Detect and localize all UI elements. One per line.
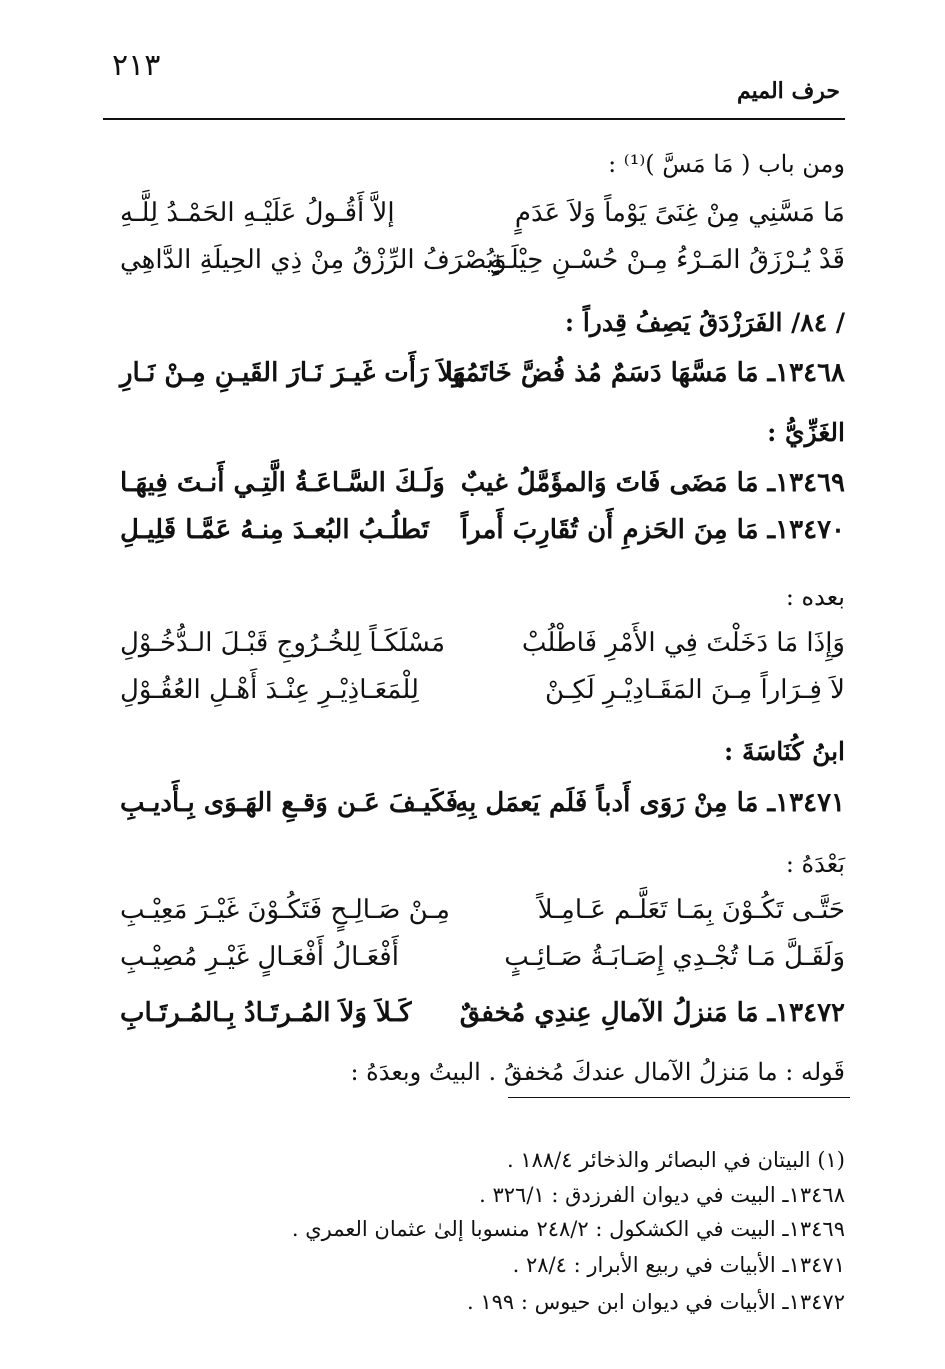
verse-hemistich-left: مَسْلَكَـاً لِلخُـرُوجِ قَبْـلَ الـدُّخُـوْلِ [120, 628, 446, 658]
footnote: (١) البيتان في البصائر والذخائر ١٨٨/٤ . [506, 1148, 845, 1172]
verse-hemistich-right: قَدْ يُـرْزَقُ المَـرْءُ مِـنْ حُسْـنِ حِيْلَـةٍ [489, 245, 845, 275]
footnote: ١٣٤٧٢ـ الأبيات في ديوان ابن حيوس : ١٩٩ . [466, 1290, 845, 1314]
verse-hemistich-right: ١٣٤٧٢ـ مَا مَنزلُ الآمالِ عِندِي مُخفقٌ [459, 998, 845, 1028]
verse-hemistich-left: فَكَيـفَ عَـن وَقـعِ الهَـوَى بِـأَديـبِ [120, 788, 458, 818]
verse-hemistich-left: وَيُصْرَفُ الرِّزْقُ مِنْ ذِي الحِيلَةِ الدَّاهِي [120, 245, 507, 275]
verse-hemistich-right: حَتَّـى تَكُـوْنَ بِمَـا تَعَلَّـم عَـامِـلاً [537, 895, 845, 925]
header-rule [103, 118, 845, 120]
verse-hemistich-left: وَلاَ رَأَت غَيـرَ نَـارَ القَيـنِ مِـنْ نَـارِ [120, 358, 465, 388]
verse-hemistich-left: كَـلاَ وَلاَ المُـرتَـادُ بِـالمُـرتَـابِ [120, 998, 412, 1028]
verse-hemistich-left: وَلَـكَ السَّـاعَـةُ الَّتِـي أَنـتَ فِيهَـا [120, 468, 445, 498]
poet-heading: الغَزِّيُّ : [767, 418, 845, 447]
verse-hemistich-left: أَفْعَـالُ أَفْعَـالٍ غَيْـرِ مُصِيْـبِ [120, 942, 399, 972]
verse-hemistich-left: مِـنْ صَـالِـحٍ فَتَكُـوْنَ غَيْـرَ مَعِيْـبِ [120, 895, 450, 925]
verse-hemistich-right: ١٣٤٦٩ـ مَا مَضَى فَاتَ وَالمؤَمَّلُ غيبٌ [460, 468, 845, 498]
section-heading: بعده : [785, 583, 845, 611]
verse-hemistich-right: ١٣٤٦٨ـ مَا مَسَّهَا دَسَمٌ مُذ فُضَّ خَاتَمُهَا [445, 358, 845, 388]
chapter-header: حرف الميم [736, 78, 840, 104]
verse-hemistich-right: وَإِذَا مَا دَخَلْتَ فِي الأَمْرِ فَاطْلُبْ [521, 628, 845, 658]
poet-heading: ابنُ كُنَاسَةَ : [724, 737, 845, 766]
verse-hemistich-right: مَا مَسَّنِي مِنْ غِنَىً يَوْماً وَلاَ عَدَمٍ [514, 198, 845, 228]
footnote: ١٣٤٦٩ـ البيت في الكشكول : ٢٤٨/٢ منسوبا إلىٰ عثمان العمري . [291, 1217, 845, 1241]
verse-hemistich-left: إلاَّ أَقُـولُ عَلَيْـهِ الحَمْـدُ لِلَّـهِ [120, 198, 395, 228]
verse-hemistich-right: وَلَقَـلَّ مَـا تُجْـدِي إِصَـابَـةُ صَـائِـبٍ [504, 942, 845, 972]
commentary-note: قَوله : ما مَنزلُ الآمال عندكَ مُخفقُ . البيتُ وبعدَهُ : [350, 1058, 845, 1086]
footnote: ١٣٤٦٨ـ البيت في ديوان الفرزدق : ٣٢٦/١ . [479, 1183, 845, 1207]
footnote: ١٣٤٧١ـ الأبيات في ربيع الأبرار : ٢٨/٤ . [512, 1253, 845, 1277]
verse-hemistich-left: تَطلُـبُ البُعـدَ مِنـهُ عَمَّـا قَلِيـلِ [120, 515, 429, 545]
verse-hemistich-left: لِلْمَعَـاذِيْـرِ عِنْـدَ أَهْـلِ العُقُـوْلِ [120, 675, 419, 705]
footnote-rule [508, 1097, 850, 1098]
verse-hemistich-right: ١٣٤٧١ـ مَا مِنْ رَوَى أَدباً فَلَم يَعمَل بِهِ [455, 788, 845, 818]
page-number: ٢١٣ [112, 48, 161, 83]
poet-heading: / ٨٤/ الفَرَزْدَقُ يَصِفُ قِدراً : [564, 308, 845, 337]
section-intro: ومن باب ( مَا مَسَّ )⁽¹⁾ : [608, 150, 845, 178]
verse-hemistich-right: ١٣٤٧٠ـ مَا مِنَ الحَزمِ أَن تُقَارِبَ أَمراً [460, 515, 845, 545]
verse-hemistich-right: لاَ فِـرَاراً مِـنَ المَقَـادِيْـرِ لَكِـنْ [545, 675, 845, 705]
section-heading: بَعْدَهُ : [785, 850, 845, 878]
